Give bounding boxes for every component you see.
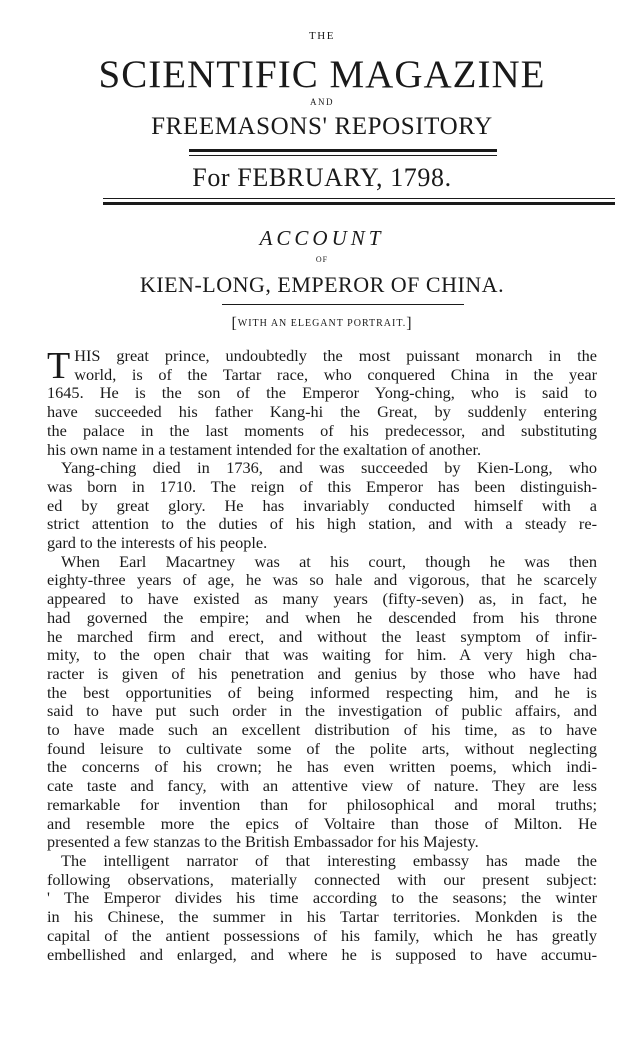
issue-for: For	[192, 163, 231, 192]
body-line: remarkable for invention than for philosophical and moral truths;	[47, 794, 597, 814]
body-line: and resemble more the epics of Voltaire than those of Milton. He	[47, 813, 597, 833]
body-line: The intelligent narrator of that interesting embassy has made the	[61, 850, 597, 870]
body-line: said to have put such order in the investigation of public affairs, and	[47, 701, 597, 721]
portrait-note-text: WITH AN ELEGANT PORTRAIT.	[237, 318, 407, 329]
repository-title: FREEMASONS' REPOSITORY	[151, 113, 493, 140]
masthead-and: AND	[310, 97, 334, 107]
body-line: had governed the empire; and when he descended from his throne	[47, 607, 597, 627]
body-line: eighty-three years of age, he was so hale and vigorous, that he scarcely	[47, 570, 597, 590]
body-line: strict attention to the duties of his high station, and with a steady re-	[47, 514, 597, 534]
body-line: he marched firm and erect, and without the least symptom of infir-	[47, 626, 597, 646]
issue-month: FEBRUARY, 1798.	[237, 163, 452, 192]
issue-rule-thick	[103, 202, 615, 205]
body-line: appeared to have existed as many years (fifty-seven) as, in fact, he	[47, 589, 597, 609]
body-line: presented a few stanzas to the British Embassador for his Majesty.	[47, 832, 479, 852]
body-line: following observations, materially connected with our present subject:	[47, 869, 597, 889]
body-line: 1645. He is the son of the Emperor Yong-ching, who is said to	[47, 383, 597, 403]
article-of: OF	[315, 255, 329, 264]
body-line: cate taste and fancy, with an attentive view of nature. They are less	[47, 776, 597, 796]
body-line: the best opportunities of being informed respecting him, and he is	[47, 682, 597, 702]
body-line: the concerns of his crown; he has even written poems, which indi-	[47, 757, 597, 777]
masthead-rule-thick	[189, 149, 497, 152]
body-line: gard to the interests of his people.	[47, 533, 268, 553]
body-line: ' The Emperor divides his time according to the seasons; the winter	[47, 888, 597, 908]
portrait-note: [WITH AN ELEGANT PORTRAIT.]	[231, 315, 413, 332]
drop-cap: T	[47, 345, 71, 387]
masthead-rule-thin	[189, 155, 497, 156]
body-line: the palace in the last moments of his predecessor, and substituting	[47, 420, 597, 440]
body-line: found leisure to cultivate some of the polite arts, without neglecting	[47, 738, 597, 758]
body-line: embellished and enlarged, and where he is supposed to have accumu-	[47, 944, 597, 964]
body-line: capital of the antient possessions of his family, which he has greatly	[47, 925, 597, 945]
body-line: When Earl Macartney was at his court, though he was then	[61, 551, 597, 571]
article-kicker: ACCOUNT	[259, 226, 385, 250]
magazine-title: SCIENTIFIC MAGAZINE	[98, 53, 546, 96]
body-line: Yang-ching died in 1736, and was succeeded by Kien-Long, who	[61, 458, 597, 478]
body-line: in his Chinese, the summer in his Tartar territories. Monkden is the	[47, 907, 597, 927]
body-line: racter is given of his penetration and genius by those who have had	[47, 663, 597, 683]
article-title: KIEN-LONG, EMPEROR OF CHINA.	[139, 272, 505, 297]
title-rule	[222, 304, 464, 305]
article-body	[47, 347, 597, 964]
issue-date	[0, 162, 644, 194]
body-line: HIS great prince, undoubtedly the most puissant monarch in the	[74, 346, 597, 365]
masthead-the: THE	[309, 30, 335, 42]
issue-rule-thin	[103, 198, 615, 199]
body-line: mity, to the open chair that was waiting for him. A very high cha-	[47, 645, 597, 665]
body-line: was born in 1710. The reign of this Emperor has been distinguish-	[47, 476, 597, 496]
body-line: world, is of the Tartar race, who conquered China in the year	[74, 364, 597, 384]
body-line: have succeeded his father Kang-hi the Great, by suddenly entering	[47, 402, 597, 422]
body-line: his own name in a testament intended for the exaltation of another.	[47, 439, 482, 459]
body-line: to have made such an excellent distribution of his time, as to have	[47, 720, 597, 740]
body-line: ed by great glory. He has invariably conducted himself with a	[47, 495, 597, 515]
